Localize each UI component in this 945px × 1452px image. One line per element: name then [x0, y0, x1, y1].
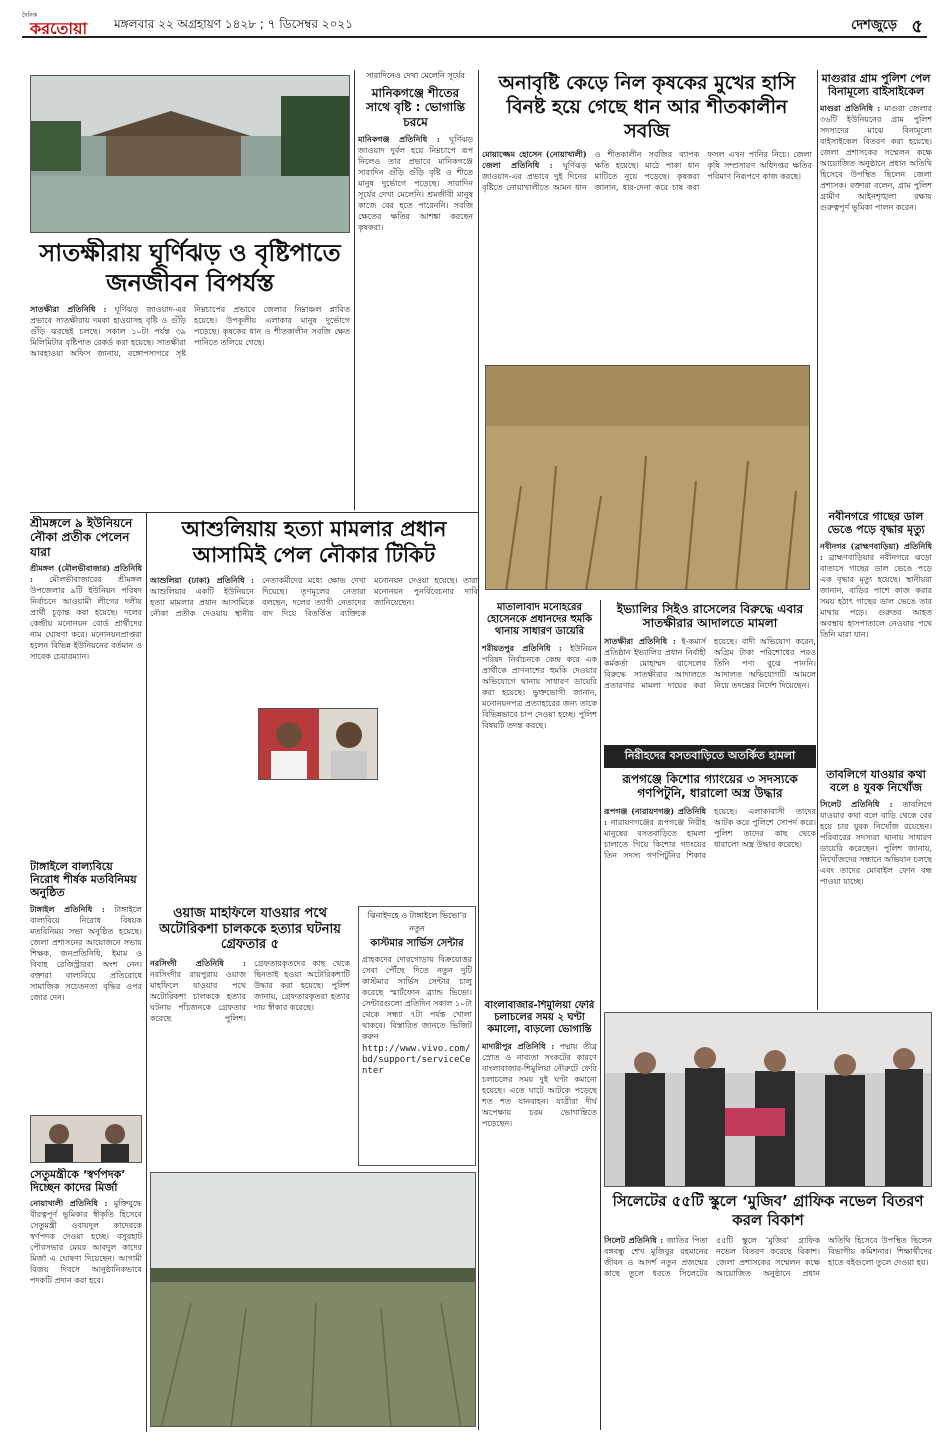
section-rule	[30, 512, 478, 513]
body-text: টাঙ্গাইলে বাল্যবিয়ে নিরোধ বিষয়ক মতবিনিময় সভা অনুষ্ঠিত হয়েছে। জেলা প্রশাসনের আয়োজনে সভায় শিক্ষক, জনপ্রতিনিধি, ইমাম ও বিবাহ রেজিস্ট্রাররা অংশ নেন। বক্তারা বাল্যবিয়ে প্রতিরোধে সামাজিক সচেতনতা বৃদ্ধির ওপর জোর দেন।	[30, 904, 142, 1002]
article-tablig-missing	[820, 768, 932, 1048]
article-sylhet-mujib	[604, 1192, 932, 1437]
body-text: মৌলভীবাজারের শ্রীমঙ্গল উপজেলার ৯টি ইউনিয়ন পরিষদ নির্বাচনে আওয়ামী লীগের দলীয় প্রার্থী চূড়ান্ত করা হয়েছে। দলের কেন্দ্রীয় মনোনয়ন বোর্ড প্রার্থীদের নাম ঘোষণা করে। মনোনয়নপ্রাপ্তরা হলেন বিভিন্ন ইউনিয়নের বর্তমান ও সাবেক চেয়ারম্যান।	[30, 575, 142, 662]
logo-prefix: দৈনিক	[22, 12, 38, 19]
headline: সেতুমন্ত্রীকে ‘স্বর্ণপদক’ দিচ্ছেন কাদের মির্জা	[30, 1168, 126, 1195]
byline: নরসিংদী প্রতিনিধি :	[150, 957, 246, 968]
column-rule	[354, 70, 355, 510]
headline: অনাবৃষ্টি কেড়ে নিল কৃষকের মুখের হাসি বিনষ্ট হয়ে গেছে ধান আর শীতকালীন সবজি	[498, 72, 796, 142]
article-chairman-threat	[482, 602, 597, 972]
body-text: ঘূর্ণিঝড় জাওয়াদ-এর প্রভাবে দুই দিনের বৃষ্টিতে নোয়াখালীতে আমন ধান ও শীতকালীন সবজির ব্যাপক ক্ষতি হয়েছে। মাঠে পাকা ধান মাটিতে নুয়ে পড়েছে। কৃষকরা জানান, ধার-দেনা করে চাষ করা ফসল এখন পানির নিচে। জেলা কৃষি সম্প্রসারণ অধিদপ্তর ক্ষতির পরিমাণ নিরূপণে কাজ করছে।	[482, 150, 812, 193]
section-name: দেশজুড়ে	[851, 18, 897, 33]
article-body	[150, 575, 478, 619]
body-text: নরসিংদীর রায়পুরায় ওয়াজ মাহফিলে যাওয়ার পথে অটোরিকশা চালককে হত্যার ঘটনায় পাঁচজনকে গ্রেফতার করেছে পুলিশ। গ্রেফতারকৃতদের কাছ থেকে ছিনতাই হওয়া অটোরিকশাটি উদ্ধার করা হয়েছে। পুলিশ জানায়, গ্রেফতারকৃতরা হত্যার দায় স্বীকার করেছে।	[150, 958, 350, 1023]
kicker: সারাদিনেও দেখা মেলেনি সূর্যের	[366, 71, 465, 80]
headline: সাতক্ষীরায় ঘূর্ণিঝড় ও বৃষ্টিপাতে জনজীবন বিপর্যস্ত	[39, 239, 341, 297]
support-link[interactable]: http://www.vivo.com/bd/support/serviceCenter	[362, 1044, 471, 1076]
byline: সাতক্ষীরা প্রতিনিধি :	[604, 635, 676, 646]
byline: শরীয়তপুর প্রতিনিধি :	[482, 643, 562, 653]
rice-field-photo	[485, 365, 810, 590]
body-text: নারায়ণগঞ্জের রূপগঞ্জে নিরীহ মানুষের বসতবাড়িতে হামলা চালাতে গিয়ে কিশোর গ্যাংয়ের তিন সদস্য গণপিটুনির শিকার হয়েছে। এলাকাবাসী তাদের আটক করে পুলিশে সোপর্দ করে। পুলিশ তাদের কাছ থেকে ধারালো অস্ত্র উদ্ধার করেছে।	[604, 806, 816, 860]
byline: শ্রীমঙ্গল (মৌলভীবাজার) প্রতিনিধি :	[30, 563, 142, 585]
column-rule	[600, 600, 601, 1430]
article-body	[358, 134, 473, 233]
issue-date: মঙ্গলবার ২২ অগ্রহায়ণ ১৪২৮ ; ৭ ডিসেম্বর ২০২১	[114, 17, 354, 31]
article-rupganj	[604, 745, 816, 1007]
byline: মাদারীপুর প্রতিনিধি :	[482, 1041, 555, 1051]
headline: আশুলিয়ায় হত্যা মামলার প্রধান আসামিই পেল নৌকার টিকিট	[181, 517, 447, 568]
field-photo	[150, 1172, 476, 1427]
body-text: ই-কমার্স প্রতিষ্ঠান ইভ্যালির প্রধান নির্বাহী কর্মকর্তা মোহাম্মদ রাসেলের বিরুদ্ধে সাতক্ষীরার আদালতে প্রতারণার মামলা দায়ের করা হয়েছে। বাদী অভিযোগ করেন, অগ্রিম টাকা পরিশোধের পরও তিনি পণ্য বুঝে পাননি। আদালত অভিযোগটি আমলে নিয়ে তদন্তের নির্দেশ দিয়েছেন।	[604, 636, 816, 690]
byline: মাগুরা প্রতিনিধি :	[820, 103, 881, 114]
headline: বাংলাবাজার-শিমুলিয়া ফেরি চলাচলের সময় ২ ঘণ্টা কমালো, বাড়লো ভোগান্তি	[484, 1000, 595, 1035]
article-body	[604, 806, 816, 861]
article-magura-police	[820, 72, 932, 502]
headline: মানিকগঞ্জে শীতের সাথে বৃষ্টি : ভোগান্তি চরমে	[366, 86, 465, 129]
body-text: তাবলিগে যাওয়ার কথা বলে বাড়ি থেকে বের হয়ে চার যুবক নিখোঁজ রয়েছেন। পরিবারের সদস্যরা থানায় সাধারণ ডায়েরি করেছেন। পুলিশ জানায়, নিখোঁজদের সন্ধানে অভিযান চলছে এবং তাদের মোবাইল ফোন বন্ধ পাওয়া যাচ্ছে।	[820, 800, 932, 887]
headline: টাঙ্গাইলে বাল্যবিয়ে নিরোধ শীর্ষক মতবিনিময় অনুষ্ঠিত	[30, 860, 137, 900]
byline: নোয়াখালী প্রতিনিধি :	[30, 1198, 108, 1209]
column-rule	[146, 512, 147, 1432]
byline: সাতক্ষীরা প্রতিনিধি :	[30, 304, 107, 314]
masthead	[22, 8, 927, 38]
headline: শ্রীমঙ্গলে ৯ ইউনিয়নে নৌকা প্রতীক পেলেন যারা	[30, 516, 133, 559]
flood-photo	[30, 75, 350, 233]
body-text: আশুলিয়ার একটি ইউনিয়নে হত্যা মামলার প্রধান আসামিকে নৌকা প্রতীক দেওয়ায় স্থানীয় নেতাকর্মীদের মধ্যে ক্ষোভ দেখা দিয়েছে। তৃণমূলের নেতারা বলছেন, দলের ত্যাগী নেতাদের বাদ দিয়ে বিতর্কিত ব্যক্তিকে মনোনয়ন দেওয়া হয়েছে। তারা মনোনয়ন পুনর্বিবেচনার দাবি জানিয়েছেন।	[150, 575, 478, 618]
article-body	[30, 304, 350, 359]
article-ferry	[482, 1000, 597, 1430]
article-body	[820, 541, 932, 640]
headline: কাস্টমার সার্ভিস সেন্টার	[370, 938, 464, 949]
headline: তাবলিগে যাওয়ার কথা বলে ৪ যুবক নিখোঁজ	[826, 768, 926, 795]
article-body	[482, 149, 812, 324]
kicker: ঝিনাইদহে ও টাঙ্গাইলে ভিভো’র নতুন	[367, 911, 467, 933]
article-autorickshaw	[150, 906, 350, 1166]
article-srimangal	[30, 516, 142, 766]
graphic-novel-event-photo	[604, 1012, 932, 1187]
byline: নবীনগর (ব্রাহ্মণবাড়িয়া) প্রতিনিধি :	[820, 541, 932, 563]
kicker-banner: নিরীহদের বসতবাড়িতে অতর্কিত হামলা	[604, 745, 816, 768]
headline: ইভ্যালির সিইও রাসেলের বিরুদ্ধে এবার সাতক্ষীরার আদালতে মামলা	[616, 602, 804, 631]
article-tree-branch	[820, 510, 932, 760]
body-text: ব্রাহ্মণবাড়িয়ার নবীনগরে ঝড়ো বাতাসে গাছের ডাল ভেঙে পড়ে এক বৃদ্ধার মৃত্যু হয়েছে। স্থানীয়রা জানান, বাড়ির পাশে কাজ করার সময় হঠাৎ গাছের ডাল ভেঙে তার মাথায় পড়ে। গুরুতর আহত অবস্থায় হাসপাতালে নেওয়ার পথে তিনি মারা যান।	[820, 553, 932, 640]
newspaper-logo	[22, 10, 104, 38]
byline: সিলেট প্রতিনিধি :	[604, 1234, 664, 1245]
article-vivo-center	[358, 906, 476, 1166]
body-text: পদ্মায় তীব্র স্রোত ও নাব্যতা সংকটের কারণে বাংলাবাজার-শিমুলিয়া নৌরুটে ফেরি চলাচলের সময় দুই ঘণ্টা কমানো হয়েছে। এতে ঘাটে আটকে পড়েছে শত শত যানবাহন। যাত্রীরা দীর্ঘ অপেক্ষায় চরম ভোগান্তিতে পড়েছেন।	[482, 1042, 597, 1128]
headline: মাগুরার গ্রাম পুলিশ পেল বিনামূল্যে বাইসাইকেল	[821, 72, 931, 99]
article-body	[604, 1235, 932, 1279]
article-body	[604, 636, 816, 691]
body-text: গ্রাহকদের দোরগোড়ায় বিক্রয়োত্তর সেবা পৌঁছে দিতে নতুন দুটি কাস্টমার সার্ভিস সেন্টার চালু করেছে স্মার্টফোন ব্র্যান্ড ভিভো। সেন্টারগুলো প্রতিদিন সকাল ১০টা থেকে সন্ধ্যা ৭টা পর্যন্ত খোলা থাকবে। বিস্তারিত জানতে ভিজিট করুন	[362, 955, 472, 1041]
byline: টাঙ্গাইল প্রতিনিধি :	[30, 903, 105, 914]
body-text: মাগুরা জেলার ৩৬টি ইউনিয়নের গ্রাম পুলিশ সদস্যদের মাঝে বিনামূল্যে বাইসাইকেল বিতরণ করা হয়েছে। জেলা প্রশাসকের সম্মেলন কক্ষে আয়োজিত অনুষ্ঠানে প্রধান অতিথি হিসেবে উপস্থিত ছিলেন জেলা প্রশাসক। বক্তারা বলেন, গ্রাম পুলিশ গ্রামীণ আইনশৃঙ্খলা রক্ষায় গুরুত্বপূর্ণ ভূমিকা পালন করেন।	[820, 104, 932, 213]
body-text: ঘূর্ণিঝড় জাওয়াদ-এর প্রভাবে সাতক্ষীরায় দমকা হাওয়াসহ বৃষ্টি ও গুঁড়ি গুঁড়ি ঝরছেই চলছে। সকাল ১০টা পর্যন্ত ৩৯ মিলিমিটার বৃষ্টিপাত রেকর্ড করা হয়েছে। সাতক্ষীরা আবহাওয়া অফিস জানায়, বঙ্গোপসাগরে সৃষ্ট নিম্নচাপের প্রভাবে জেলার নিম্নাঞ্চল প্লাবিত হয়েছে। উপকূলীয় এলাকার মানুষ দুর্ভোগে পড়েছে। কৃষকের ধান ও শীতকালীন সবজি ক্ষেত পানিতে তলিয়ে গেছে।	[30, 305, 350, 358]
page-number: ৫	[911, 16, 923, 37]
byline: রূপগঞ্জ (নারায়ণগঞ্জ) প্রতিনিধি :	[604, 805, 706, 827]
body-text: ইউনিয়ন পরিষদ নির্বাচনকে কেন্দ্র করে এক প্রার্থীকে প্রাণনাশের হুমকি দেওয়ার অভিযোগে থানায় সাধারণ ডায়েরি করা হয়েছে। ভুক্তভোগী জানান, মনোনয়নপত্র প্রত্যাহারের জন্য তাকে বিভিন্নভাবে চাপ দেওয়া হচ্ছে। পুলিশ বিষয়টি তদন্ত করছে।	[482, 644, 597, 730]
article-satkhira-storm	[30, 238, 350, 508]
article-body	[482, 643, 597, 731]
article-body	[30, 904, 142, 1003]
headline: মাতালাবাদ মনোহরের হোসেনকে প্রধানদের হুমকি থানায় সাধারণ ডায়েরি	[486, 602, 593, 637]
article-manikganj-cold	[358, 70, 473, 510]
logo-name: করতোয়া	[30, 19, 88, 38]
body-text: ঘূর্ণিঝড় জাওয়াদ দুর্বল হয়ে নিম্নচাপে রূপ নিলেও তার প্রভাবে মানিকগঞ্জে সারাদিন গুঁড়ি গুঁড়ি বৃষ্টি ও শীতে মানুষ দুর্ভোগে পড়েছে। সারাদিন সূর্যের দেখা মেলেনি। শ্রমজীবী মানুষ কাজে বের হতে পারেননি। সবজি ক্ষেতের ক্ষতির আশঙ্কা করছেন কৃষকরা।	[358, 135, 473, 233]
article-body	[362, 954, 472, 1077]
byline: আশুলিয়া (ঢাকা) প্রতিনিধি :	[150, 574, 254, 585]
headline: ওয়াজ মাহফিলে যাওয়ার পথে অটোরিকশা চালককে হত্যার ঘটনায় গ্রেফতার ৫	[159, 906, 341, 953]
article-body	[30, 563, 142, 662]
article-body	[30, 1198, 142, 1286]
article-body	[482, 1041, 597, 1129]
article-tangail-seminar	[30, 860, 142, 1110]
body-text: জাতির পিতা বঙ্গবন্ধু শেখ মুজিবুর রহমানের জীবন ও আদর্শ নতুন প্রজন্মের কাছে তুলে ধরতে সিলেটের ৫৫টি স্কুলে ‘মুজিব’ গ্রাফিক নভেল বিতরণ করেছে বিকাশ। জেলা প্রশাসকের সম্মেলন কক্ষে আয়োজিত অনুষ্ঠানে প্রধান অতিথি হিসেবে উপস্থিত ছিলেন বিভাগীয় কমিশনার। শিক্ষার্থীদের হাতে বইগুলো তুলে দেওয়া হয়।	[604, 1235, 932, 1278]
minister-photos	[30, 1115, 142, 1163]
byline: মানিকগঞ্জ প্রতিনিধি :	[358, 134, 440, 145]
body-text: মুক্তিযুদ্ধে বীরত্বপূর্ণ ভূমিকার স্বীকৃতি হিসেবে সেতুমন্ত্রী ওবায়দুল কাদেরকে স্বর্ণপদক দেওয়া হচ্ছে। বসুরহাট পৌরসভার মেয়র আবদুল কাদের মির্জা এ ঘোষণা দিয়েছেন। আগামী বিজয় দিবসে আনুষ্ঠানিকভাবে পদকটি প্রদান করা হবে।	[30, 1199, 142, 1286]
article-body	[820, 799, 932, 887]
article-body	[820, 103, 932, 213]
accused-portraits	[258, 708, 378, 780]
column-rule	[817, 70, 818, 1010]
article-evaly	[604, 602, 816, 742]
column-rule	[478, 70, 479, 1430]
headline: রূপগঞ্জে কিশোর গ্যাংয়ের ৩ সদস্যকে গণপিটুনি, ধারালো অস্ত্র উদ্ধার	[622, 772, 798, 801]
byline: মোয়াজ্জেম হোসেন (নোয়াখালী) জেলা প্রতিনিধি :	[482, 149, 587, 171]
article-bridge-kader	[30, 1168, 142, 1438]
byline: সিলেট প্রতিনিধি :	[820, 799, 893, 810]
article-body	[150, 958, 350, 1024]
headline: সিলেটের ৫৫টি স্কুলে ‘মুজিব’ গ্রাফিক নভেল বিতরণ করল বিকাশ	[612, 1192, 924, 1229]
headline: নবীনগরে গাছের ডাল ভেঙে পড়ে বৃদ্ধার মৃত্যু	[827, 510, 925, 537]
